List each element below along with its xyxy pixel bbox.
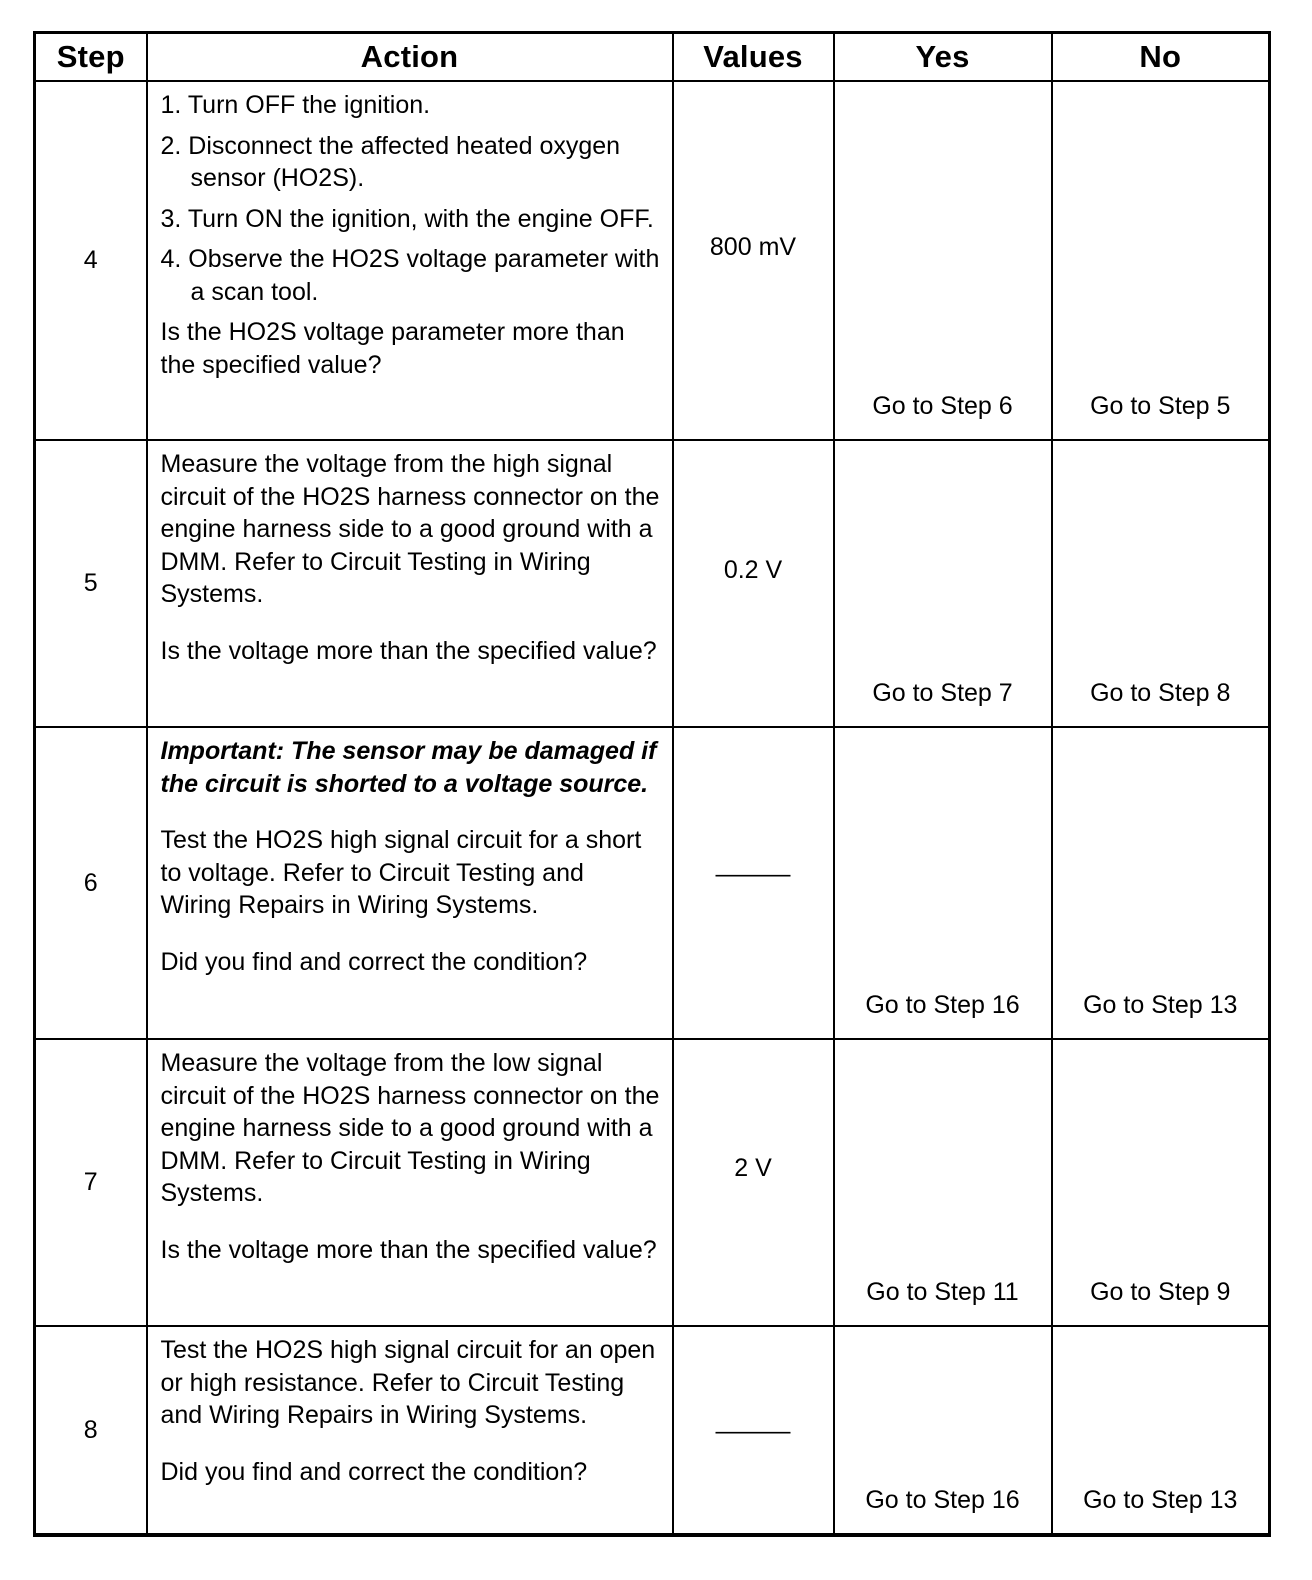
table-row (35, 440, 1270, 727)
no-cell: Go to Step 5 (1052, 81, 1270, 440)
action-question: Is the voltage more than the specified value? (160, 636, 657, 665)
no-cell: Go to Step 13 (1052, 1326, 1270, 1535)
value-cell (673, 440, 834, 727)
yes-cell: Go to Step 16 (834, 1326, 1052, 1535)
action-question: Did you find and correct the condition? (160, 1457, 588, 1486)
value-text: 2 V (734, 1154, 772, 1182)
action-list-item: 3. Turn ON the ignition, with the engine OFF. (160, 204, 654, 233)
table-row (35, 727, 1270, 1039)
action-cell (147, 81, 673, 440)
value-text: 800 mV (709, 233, 797, 261)
important-note: Important: The sensor may be damaged if the circuit is shorted to a voltage source. (160, 737, 657, 798)
action-text: Test the HO2S high signal circuit for an open or high resistance. Refer to Circuit Testing and Wiring Repairs in Wiring Systems. (160, 1336, 656, 1429)
value-text: ——— (715, 860, 791, 888)
action-cell (147, 727, 673, 1039)
table-row (35, 81, 1270, 440)
yes-cell: Go to Step 11 (834, 1039, 1052, 1326)
value-text: 0.2 V (723, 556, 783, 584)
action-question: Is the voltage more than the specified value? (160, 1235, 657, 1264)
action-question: Did you find and correct the condition? (160, 947, 588, 976)
no-cell: Go to Step 9 (1052, 1039, 1270, 1326)
action-question: Is the HO2S voltage parameter more than the specified value? (160, 318, 625, 379)
action-text: Measure the voltage from the low signal circuit of the HO2S harness connector on the engine harness side to a good ground with a DMM. Refer to Circuit Testing in Wiring Systems. (160, 1049, 660, 1207)
header-step: Step (35, 33, 147, 82)
header-row (35, 33, 1270, 82)
action-cell (147, 440, 673, 727)
no-cell: Go to Step 8 (1052, 440, 1270, 727)
table-row (35, 1326, 1270, 1535)
value-cell (673, 727, 834, 1039)
yes-cell: Go to Step 7 (834, 440, 1052, 727)
step-number: 6 (35, 727, 147, 1039)
value-cell (673, 81, 834, 440)
value-cell (673, 1326, 834, 1535)
step-number: 5 (35, 440, 147, 727)
value-cell (673, 1039, 834, 1326)
action-list-item: 1. Turn OFF the ignition. (160, 91, 431, 119)
action-text: Measure the voltage from the high signal circuit of the HO2S harness connector on the engine harness side to a good ground with a DMM. Refer to Circuit Testing in Wiring Systems. (160, 450, 660, 608)
action-list-item: 2. Disconnect the affected heated oxygen sensor (HO2S). (160, 131, 621, 192)
step-number: 8 (35, 1326, 147, 1535)
action-cell (147, 1326, 673, 1535)
no-cell: Go to Step 13 (1052, 727, 1270, 1039)
step-number: 7 (35, 1039, 147, 1326)
step-number: 4 (35, 81, 147, 440)
diagnostic-table (33, 31, 1271, 1537)
table-row (35, 1039, 1270, 1326)
action-cell (147, 1039, 673, 1326)
action-text: Test the HO2S high signal circuit for a short to voltage. Refer to Circuit Testing and Wiring Repairs in Wiring Systems. (160, 826, 642, 919)
value-text: ——— (715, 1417, 791, 1445)
yes-cell: Go to Step 6 (834, 81, 1052, 440)
header-yes: Yes (834, 33, 1052, 82)
header-action: Action (147, 33, 673, 82)
header-values: Values (673, 33, 834, 82)
yes-cell: Go to Step 16 (834, 727, 1052, 1039)
action-list-item: 4. Observe the HO2S voltage parameter with a scan tool. (160, 245, 660, 306)
header-no: No (1052, 33, 1270, 82)
